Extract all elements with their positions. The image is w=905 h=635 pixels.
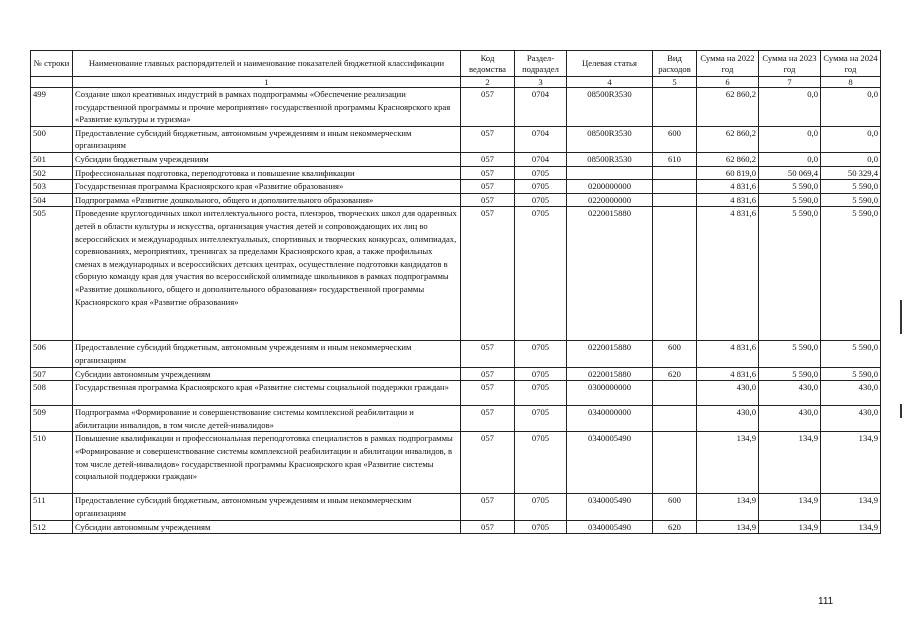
row-sum-2023: 0,0: [759, 126, 821, 152]
row-dept-code: 057: [461, 180, 515, 194]
row-sum-2022: 430,0: [697, 381, 759, 406]
row-name: Государственная программа Красноярского края «Развитие системы социальной поддержки граждан»: [73, 381, 461, 406]
row-target: 0340005490: [567, 494, 653, 520]
column-number: 8: [821, 77, 881, 88]
row-sum-2023: 430,0: [759, 381, 821, 406]
row-expense-type: [653, 166, 697, 180]
row-sum-2024: 134,9: [821, 494, 881, 520]
row-expense-type: 600: [653, 494, 697, 520]
row-number: 501: [31, 152, 73, 166]
row-sum-2023: 5 590,0: [759, 207, 821, 341]
row-sum-2022: 60 819,0: [697, 166, 759, 180]
row-sum-2024: 0,0: [821, 88, 881, 127]
row-dept-code: 057: [461, 207, 515, 341]
table-row: [31, 126, 881, 152]
budget-table: [30, 50, 881, 534]
row-dept-code: 057: [461, 381, 515, 406]
row-sum-2022: 134,9: [697, 432, 759, 494]
row-target: 0340005490: [567, 520, 653, 534]
row-section: 0704: [515, 152, 567, 166]
table-row: [31, 432, 881, 494]
row-section: 0705: [515, 381, 567, 406]
row-sum-2022: 134,9: [697, 494, 759, 520]
row-target: 0200000000: [567, 180, 653, 194]
header-row-no: № строки: [31, 51, 73, 77]
row-sum-2022: 4 831,6: [697, 193, 759, 207]
table-row: [31, 88, 881, 127]
row-number: 499: [31, 88, 73, 127]
column-number: [31, 77, 73, 88]
row-sum-2022: 430,0: [697, 406, 759, 432]
row-sum-2022: 4 831,6: [697, 180, 759, 194]
row-name: Подпрограмма «Развитие дошкольного, общего и дополнительного образования»: [73, 193, 461, 207]
row-section: 0705: [515, 207, 567, 341]
table-row: [31, 152, 881, 166]
row-sum-2023: 5 590,0: [759, 367, 821, 381]
row-target: 08500R3530: [567, 126, 653, 152]
row-section: 0705: [515, 367, 567, 381]
row-dept-code: 057: [461, 152, 515, 166]
row-target: 0220000000: [567, 193, 653, 207]
table-row: [31, 207, 881, 341]
row-number: 500: [31, 126, 73, 152]
row-sum-2023: 5 590,0: [759, 341, 821, 367]
header-target: Целевая статья: [567, 51, 653, 77]
row-name: Проведение круглогодичных школ интеллектуального роста, пленэров, творческих школ для одаренных детей в области культуры и искусства, организация участия детей и сопровождающих их лиц во всероссийских и международных интеллектуальных, спортивных и творческих конкурсах, олимпиадах, соревнованиях, мероприятиях, тренингах за пределами Красноярского края, а также профильных сменах в международных и всероссийских детских центрах, осуществление подготовки кандидатов в сборную команду края для участия во всероссийской олимпиаде школьников в рамках подпрограммы «Развитие дошкольного, общего и дополнительного образования» государственной программы Красноярского края «Развитие образования»: [73, 207, 461, 341]
header-section: Раздел-подраздел: [515, 51, 567, 77]
column-number: 6: [697, 77, 759, 88]
header-sum-2024: Сумма на 2024 год: [821, 51, 881, 77]
column-number: 7: [759, 77, 821, 88]
row-name: Подпрограмма «Формирование и совершенствование системы комплексной реабилитации и абилитации инвалидов, в том числе детей-инвалидов»: [73, 406, 461, 432]
row-expense-type: [653, 180, 697, 194]
row-target: 0220015880: [567, 367, 653, 381]
row-sum-2023: 134,9: [759, 520, 821, 534]
row-number: 503: [31, 180, 73, 194]
row-expense-type: 610: [653, 152, 697, 166]
row-dept-code: 057: [461, 406, 515, 432]
row-sum-2022: 62 860,2: [697, 126, 759, 152]
row-expense-type: 620: [653, 520, 697, 534]
row-sum-2022: 4 831,6: [697, 207, 759, 341]
row-sum-2023: 5 590,0: [759, 180, 821, 194]
row-sum-2024: 134,9: [821, 520, 881, 534]
header-name: Наименование главных распорядителей и наименование показателей бюджетной классификации: [73, 51, 461, 77]
row-section: 0705: [515, 494, 567, 520]
row-number: 512: [31, 520, 73, 534]
row-target: 0300000000: [567, 381, 653, 406]
row-sum-2024: 5 590,0: [821, 193, 881, 207]
row-name: Профессиональная подготовка, переподготовка и повышение квалификации: [73, 166, 461, 180]
row-sum-2024: 5 590,0: [821, 180, 881, 194]
row-sum-2022: 4 831,6: [697, 367, 759, 381]
row-name: Государственная программа Красноярского края «Развитие образования»: [73, 180, 461, 194]
scan-edge-mark: [900, 404, 902, 418]
row-target: 08500R3530: [567, 88, 653, 127]
table-row: [31, 406, 881, 432]
row-sum-2023: 134,9: [759, 494, 821, 520]
row-sum-2024: 134,9: [821, 432, 881, 494]
row-sum-2023: 134,9: [759, 432, 821, 494]
row-section: 0705: [515, 406, 567, 432]
row-dept-code: 057: [461, 193, 515, 207]
row-target: [567, 166, 653, 180]
header-expense-type: Вид расходов: [653, 51, 697, 77]
row-number: 509: [31, 406, 73, 432]
row-name: Предоставление субсидий бюджетным, автономным учреждениям и иным некоммерческим организациям: [73, 494, 461, 520]
row-section: 0704: [515, 88, 567, 127]
row-number: 506: [31, 341, 73, 367]
row-expense-type: [653, 406, 697, 432]
column-number: 1: [73, 77, 461, 88]
row-dept-code: 057: [461, 166, 515, 180]
row-number: 508: [31, 381, 73, 406]
row-sum-2022: 62 860,2: [697, 88, 759, 127]
column-number: 4: [567, 77, 653, 88]
row-section: 0705: [515, 193, 567, 207]
row-sum-2023: 5 590,0: [759, 193, 821, 207]
row-sum-2022: 134,9: [697, 520, 759, 534]
row-number: 507: [31, 367, 73, 381]
row-section: 0704: [515, 126, 567, 152]
row-expense-type: [653, 381, 697, 406]
row-number: 505: [31, 207, 73, 341]
row-section: 0705: [515, 520, 567, 534]
row-dept-code: 057: [461, 126, 515, 152]
row-expense-type: [653, 88, 697, 127]
table-row: [31, 180, 881, 194]
page-number: 111: [818, 596, 834, 607]
row-sum-2022: 62 860,2: [697, 152, 759, 166]
table-row: [31, 520, 881, 534]
table-row: [31, 381, 881, 406]
row-expense-type: [653, 432, 697, 494]
column-number: 2: [461, 77, 515, 88]
row-target: 08500R3530: [567, 152, 653, 166]
row-section: 0705: [515, 166, 567, 180]
row-dept-code: 057: [461, 88, 515, 127]
row-target: 0340005490: [567, 432, 653, 494]
column-number-row: [31, 77, 881, 88]
row-name: Предоставление субсидий бюджетным, автономным учреждениям и иным некоммерческим организациям: [73, 126, 461, 152]
row-sum-2023: 0,0: [759, 88, 821, 127]
row-sum-2023: 0,0: [759, 152, 821, 166]
row-target: 0220015880: [567, 341, 653, 367]
row-expense-type: [653, 207, 697, 341]
row-sum-2024: 430,0: [821, 406, 881, 432]
row-expense-type: [653, 193, 697, 207]
row-dept-code: 057: [461, 341, 515, 367]
header-sum-2022: Сумма на 2022 год: [697, 51, 759, 77]
row-number: 511: [31, 494, 73, 520]
row-section: 0705: [515, 180, 567, 194]
row-number: 510: [31, 432, 73, 494]
row-sum-2022: 4 831,6: [697, 341, 759, 367]
table-row: [31, 193, 881, 207]
row-dept-code: 057: [461, 432, 515, 494]
table-row: [31, 166, 881, 180]
row-name: Создание школ креативных индустрий в рамках подпрограммы «Обеспечение реализации государственной программы и прочие мероприятия» государственной программы Красноярского края «Развитие культуры и туризма»: [73, 88, 461, 127]
row-number: 502: [31, 166, 73, 180]
row-sum-2023: 430,0: [759, 406, 821, 432]
row-dept-code: 057: [461, 367, 515, 381]
header-sum-2023: Сумма на 2023 год: [759, 51, 821, 77]
table-row: [31, 494, 881, 520]
row-target: 0220015880: [567, 207, 653, 341]
row-dept-code: 057: [461, 494, 515, 520]
column-number: 5: [653, 77, 697, 88]
table-row: [31, 341, 881, 367]
row-expense-type: 600: [653, 126, 697, 152]
row-sum-2023: 50 069,4: [759, 166, 821, 180]
table-row: [31, 367, 881, 381]
row-sum-2024: 5 590,0: [821, 341, 881, 367]
row-name: Субсидии бюджетным учреждениям: [73, 152, 461, 166]
row-name: Субсидии автономным учреждениям: [73, 367, 461, 381]
row-sum-2024: 5 590,0: [821, 367, 881, 381]
header-dept-code: Код ведомства: [461, 51, 515, 77]
row-sum-2024: 5 590,0: [821, 207, 881, 341]
row-name: Субсидии автономным учреждениям: [73, 520, 461, 534]
row-name: Предоставление субсидий бюджетным, автономным учреждениям и иным некоммерческим организациям: [73, 341, 461, 367]
scan-edge-mark: [900, 300, 902, 334]
row-sum-2024: 50 329,4: [821, 166, 881, 180]
row-expense-type: 600: [653, 341, 697, 367]
row-sum-2024: 430,0: [821, 381, 881, 406]
row-sum-2024: 0,0: [821, 152, 881, 166]
row-dept-code: 057: [461, 520, 515, 534]
row-target: 0340000000: [567, 406, 653, 432]
row-number: 504: [31, 193, 73, 207]
row-sum-2024: 0,0: [821, 126, 881, 152]
column-number: 3: [515, 77, 567, 88]
row-name: Повышение квалификации и профессиональная переподготовка специалистов в рамках подпрограммы «Формирование и совершенствование системы комплексной реабилитации и абилитации инвалидов, в том числе детей-инвалидов» государственной программы Красноярского края «Развитие системы социальной поддержки граждан»: [73, 432, 461, 494]
row-expense-type: 620: [653, 367, 697, 381]
row-section: 0705: [515, 432, 567, 494]
row-section: 0705: [515, 341, 567, 367]
